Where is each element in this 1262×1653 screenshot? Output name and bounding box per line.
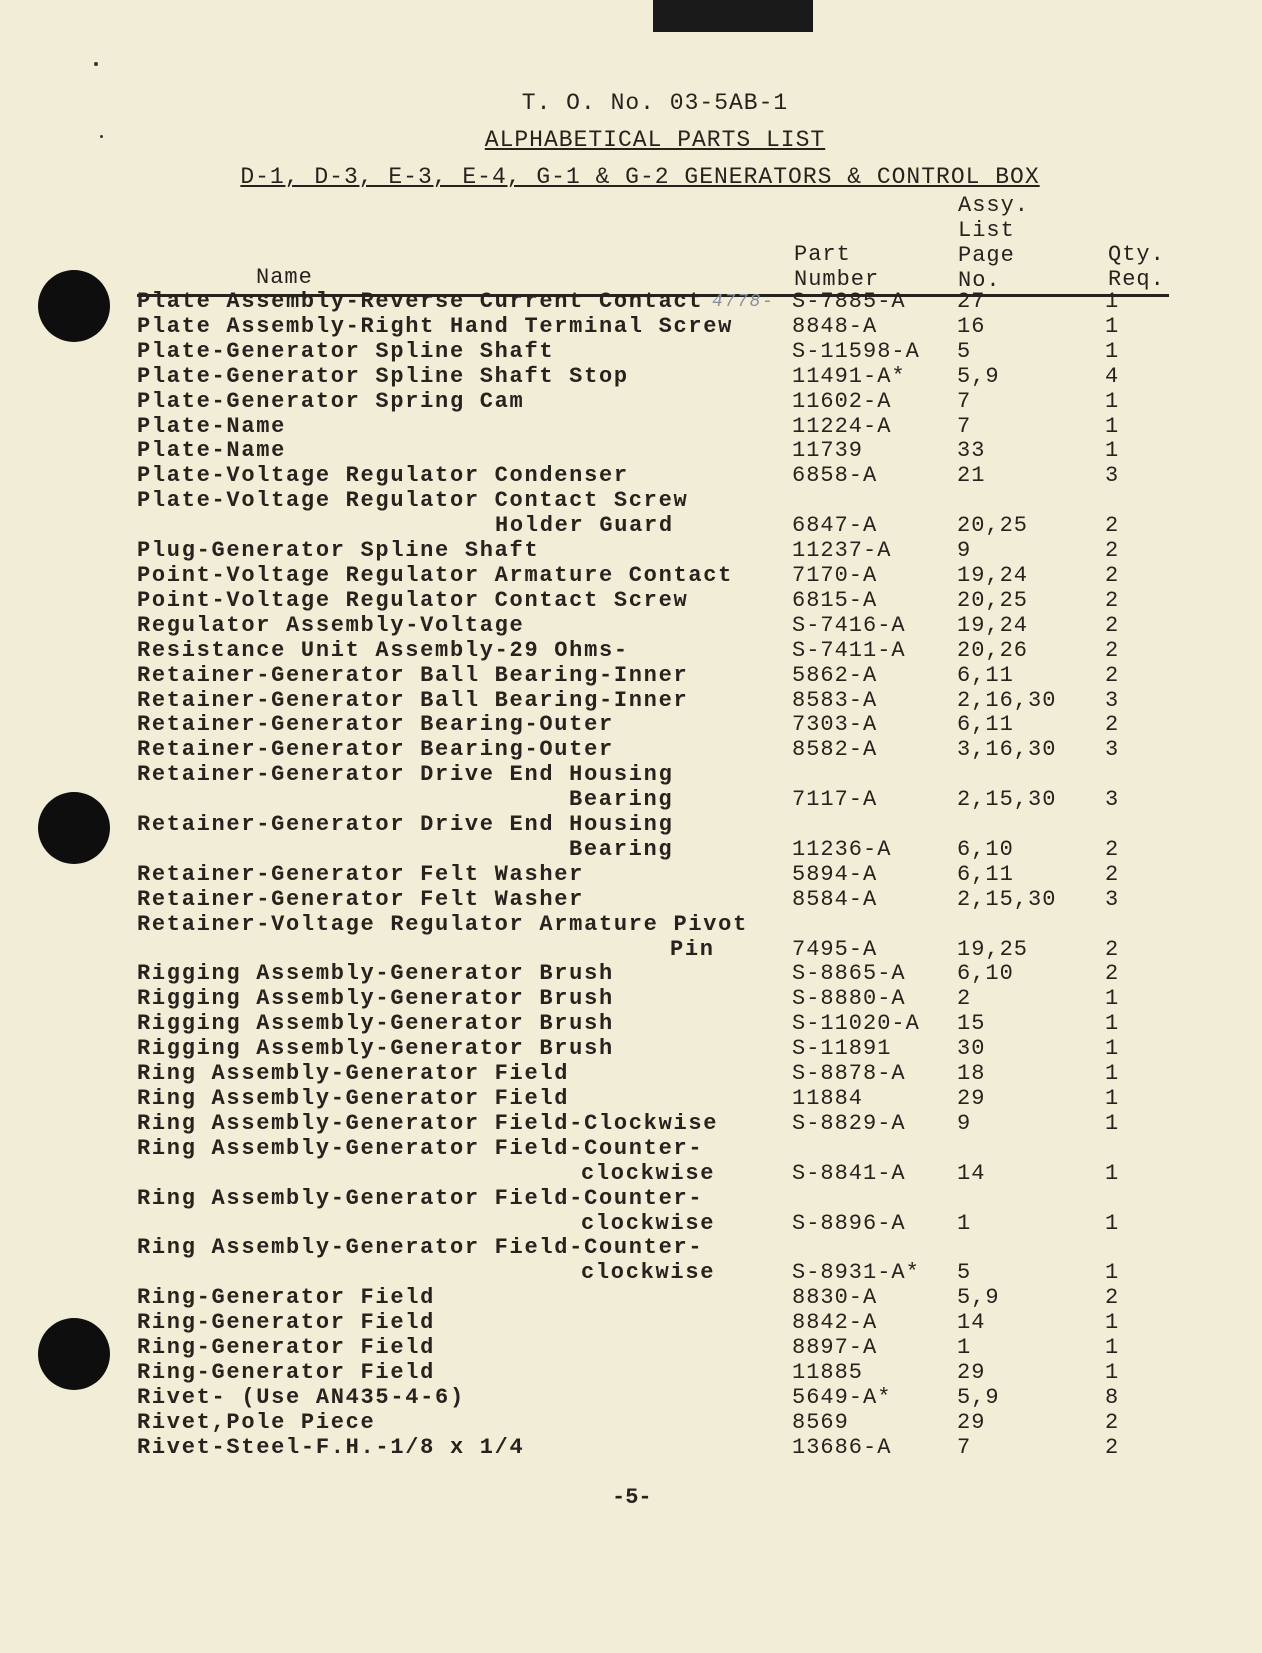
part-name: Ring Assembly-Generator Field-Counter- — [137, 1235, 704, 1261]
part-name: Plate Assembly-Right Hand Terminal Screw — [137, 313, 734, 339]
part-name: Ring Assembly-Generator Field — [137, 1086, 570, 1111]
part-name: Regulator Assembly-Voltage — [137, 612, 525, 638]
part-name: Point-Voltage Regulator Contact Screw — [137, 587, 689, 613]
part-name: Rigging Assembly-Generator Brush — [137, 1011, 614, 1037]
table-row — [137, 390, 1177, 415]
part-qty-cell: 1 — [1105, 1086, 1120, 1111]
part-qty-cell: 2 — [1105, 936, 1120, 962]
part-name: Retainer-Generator Drive End Housing — [137, 762, 674, 788]
part-name-cell — [137, 763, 792, 813]
table-row — [137, 365, 1177, 390]
table-row — [137, 564, 1177, 589]
part-name: Plate-Generator Spline Shaft Stop — [137, 363, 629, 389]
parts-table — [137, 290, 1177, 1461]
part-name-cell — [137, 1187, 792, 1237]
part-page-cell: 3,16,30 — [957, 737, 1057, 763]
part-name-continued: clockwise — [581, 1210, 716, 1236]
part-page-cell: 2,16,30 — [957, 687, 1057, 713]
part-part-cell: 6858-A — [792, 463, 878, 489]
col-header-page-line: Page — [958, 243, 1015, 268]
part-qty-cell: 1 — [1105, 313, 1120, 339]
part-name: Plate-Name — [137, 413, 287, 439]
part-name-cell — [137, 689, 792, 714]
table-row — [137, 1087, 1177, 1112]
table-row — [137, 987, 1177, 1012]
part-part-cell: 13686-A — [792, 1434, 892, 1460]
part-name-cell — [137, 1311, 792, 1336]
part-part-cell: 8569 — [792, 1409, 849, 1435]
part-qty-cell: 1 — [1105, 986, 1120, 1012]
part-part-cell: 8584-A — [792, 886, 878, 912]
part-name-cell — [137, 863, 792, 888]
table-row — [137, 439, 1177, 464]
part-name-cell — [137, 1286, 792, 1311]
table-row — [137, 415, 1177, 440]
part-qty-cell: 2 — [1105, 1434, 1120, 1460]
part-part-cell: S-7416-A — [792, 612, 906, 638]
part-part-cell: S-8841-A — [792, 1160, 906, 1186]
table-row — [137, 813, 1177, 863]
part-name: Rigging Assembly-Generator Brush — [137, 986, 614, 1012]
page-subtitle: D-1, D-3, E-3, E-4, G-1 & G-2 GENERATORS & CONTROL BOX — [240, 164, 1040, 190]
part-name-cell — [137, 1112, 792, 1137]
part-name: Retainer-Generator Ball Bearing-Inner — [137, 687, 689, 713]
part-name: Rigging Assembly-Generator Brush — [137, 1036, 614, 1062]
part-part-cell: 8582-A — [792, 737, 878, 763]
part-part-cell: S-8880-A — [792, 986, 906, 1012]
col-header-part-line: Part — [794, 242, 851, 267]
part-qty-cell: 2 — [1105, 637, 1120, 663]
part-name: Plate Assembly-Reverse Current Contact — [137, 289, 704, 314]
part-name-cell — [137, 913, 792, 963]
table-row — [137, 1112, 1177, 1137]
part-name-cell — [137, 738, 792, 763]
part-name: Ring Assembly-Generator Field — [137, 1061, 570, 1087]
part-page-cell: 29 — [957, 1409, 986, 1435]
part-part-cell: 11236-A — [792, 836, 892, 862]
part-part-cell: 11739 — [792, 438, 864, 464]
part-name: Retainer-Generator Bearing-Outer — [137, 737, 614, 763]
punch-hole — [38, 1318, 110, 1390]
table-row — [137, 863, 1177, 888]
table-row — [137, 589, 1177, 614]
part-part-cell: S-11020-A — [792, 1011, 920, 1037]
part-page-cell: 29 — [957, 1359, 986, 1385]
part-page-cell: 14 — [957, 1310, 986, 1336]
table-row — [137, 489, 1177, 539]
col-header-qty-line: Qty. — [1108, 242, 1165, 267]
part-name: Ring Assembly-Generator Field-Clockwise — [137, 1110, 719, 1136]
part-qty-cell: 2 — [1105, 836, 1120, 862]
part-part-cell: S-7411-A — [792, 637, 906, 663]
part-name: Retainer-Generator Felt Washer — [137, 861, 585, 887]
part-page-cell: 6,11 — [957, 662, 1014, 688]
part-name: Retainer-Generator Ball Bearing-Inner — [137, 662, 689, 688]
part-name: Retainer-Generator Bearing-Outer — [137, 712, 614, 738]
part-name-cell — [137, 1037, 792, 1062]
part-name-continued: Holder Guard — [495, 513, 674, 539]
part-qty-cell: 1 — [1105, 438, 1120, 464]
part-part-cell: S-8931-A* — [792, 1260, 920, 1286]
part-page-cell: 6,10 — [957, 961, 1014, 987]
part-page-cell: 2 — [957, 986, 972, 1012]
part-name-cell — [137, 390, 792, 415]
col-header-page-line: Assy. — [958, 193, 1030, 218]
part-name-cell — [137, 340, 792, 365]
part-qty-cell: 1 — [1105, 1335, 1120, 1361]
part-page-cell: 15 — [957, 1011, 986, 1037]
part-page-cell: 14 — [957, 1160, 986, 1186]
part-name: Retainer-Generator Felt Washer — [137, 886, 585, 912]
part-page-cell: 5,9 — [957, 1285, 1000, 1311]
part-part-cell: 11884 — [792, 1086, 864, 1111]
table-row — [137, 290, 1177, 315]
part-page-cell: 6,11 — [957, 861, 1014, 887]
table-row — [137, 1411, 1177, 1436]
part-page-cell: 1 — [957, 1210, 972, 1236]
part-part-cell: S-11891 — [792, 1036, 892, 1062]
part-part-cell: 8848-A — [792, 313, 878, 339]
part-name-cell — [137, 664, 792, 689]
part-qty-cell: 2 — [1105, 712, 1120, 738]
part-page-cell: 9 — [957, 1110, 972, 1136]
part-name-continued: clockwise — [581, 1160, 716, 1186]
part-name-cell — [137, 290, 792, 315]
page-number: -5- — [612, 1485, 652, 1510]
part-part-cell: S-11598-A — [792, 338, 920, 364]
part-name: Ring-Generator Field — [137, 1335, 436, 1361]
table-row — [137, 763, 1177, 813]
part-part-cell: S-8878-A — [792, 1061, 906, 1087]
punch-hole — [38, 270, 110, 342]
part-name: Retainer-Voltage Regulator Armature Pivot — [137, 911, 748, 937]
part-qty-cell: 1 — [1105, 1011, 1120, 1037]
part-name: Ring-Generator Field — [137, 1359, 436, 1385]
part-name-cell — [137, 415, 792, 440]
table-row — [137, 1386, 1177, 1411]
part-part-cell: 11224-A — [792, 413, 892, 439]
part-name-cell — [137, 962, 792, 987]
col-header-qty — [1108, 242, 1165, 292]
part-page-cell: 7 — [957, 1434, 972, 1460]
table-row — [137, 315, 1177, 340]
part-name: Rigging Assembly-Generator Brush — [137, 961, 614, 987]
part-page-cell: 6,11 — [957, 712, 1014, 738]
part-name-cell — [137, 639, 792, 664]
part-page-cell: 2,15,30 — [957, 886, 1057, 912]
part-page-cell: 5 — [957, 1260, 972, 1286]
part-name-cell — [137, 315, 792, 340]
part-qty-cell: 1 — [1105, 1260, 1120, 1286]
part-name-continued: Pin — [670, 936, 715, 962]
binder-tab — [653, 0, 813, 32]
part-page-cell: 21 — [957, 463, 986, 489]
part-part-cell: 7303-A — [792, 712, 878, 738]
table-row — [137, 639, 1177, 664]
part-page-cell: 20,26 — [957, 637, 1029, 663]
part-name-cell — [137, 365, 792, 390]
part-name: Resistance Unit Assembly-29 Ohms- — [137, 637, 629, 663]
part-name-cell — [137, 1137, 792, 1187]
part-part-cell: 11491-A* — [792, 363, 906, 389]
part-page-cell: 19,24 — [957, 562, 1029, 588]
part-part-cell: S-8896-A — [792, 1210, 906, 1236]
part-part-cell: 6847-A — [792, 513, 878, 539]
part-part-cell: 7495-A — [792, 936, 878, 962]
part-qty-cell: 1 — [1105, 1061, 1120, 1087]
part-name-cell — [137, 1386, 792, 1411]
part-name-cell — [137, 1062, 792, 1087]
part-page-cell: 27 — [957, 289, 986, 314]
table-row — [137, 1361, 1177, 1386]
part-qty-cell: 8 — [1105, 1384, 1120, 1410]
part-qty-cell: 2 — [1105, 562, 1120, 588]
part-name: Rivet,Pole Piece — [137, 1409, 376, 1435]
table-row — [137, 464, 1177, 489]
part-qty-cell: 1 — [1105, 1310, 1120, 1336]
part-part-cell: 8830-A — [792, 1285, 878, 1311]
col-header-part — [794, 242, 879, 292]
part-page-cell: 7 — [957, 413, 972, 439]
part-part-cell: S-8829-A — [792, 1110, 906, 1136]
part-part-cell: 11602-A — [792, 388, 892, 414]
part-qty-cell: 3 — [1105, 463, 1120, 489]
part-page-cell: 16 — [957, 313, 986, 339]
part-page-cell: 20,25 — [957, 513, 1029, 539]
part-qty-cell: 1 — [1105, 1160, 1120, 1186]
table-row — [137, 1436, 1177, 1461]
part-page-cell: 9 — [957, 538, 972, 564]
part-page-cell: 29 — [957, 1086, 986, 1111]
part-part-cell: 11237-A — [792, 538, 892, 564]
table-row — [137, 1012, 1177, 1037]
part-qty-cell: 2 — [1105, 612, 1120, 638]
part-page-cell: 19,25 — [957, 936, 1029, 962]
part-qty-cell: 2 — [1105, 861, 1120, 887]
part-page-cell: 30 — [957, 1036, 986, 1062]
col-header-name: Name — [256, 265, 313, 290]
part-page-cell: 5,9 — [957, 1384, 1000, 1410]
part-part-cell: 5862-A — [792, 662, 878, 688]
part-qty-cell: 1 — [1105, 338, 1120, 364]
part-page-cell: 33 — [957, 438, 986, 464]
table-row — [137, 913, 1177, 963]
part-qty-cell: 3 — [1105, 886, 1120, 912]
table-row — [137, 664, 1177, 689]
part-page-cell: 1 — [957, 1335, 972, 1361]
part-name-cell — [137, 1087, 792, 1112]
part-name-cell — [137, 464, 792, 489]
part-name: Ring Assembly-Generator Field-Counter- — [137, 1135, 704, 1161]
part-part-cell: 5894-A — [792, 861, 878, 887]
part-qty-cell: 1 — [1105, 413, 1120, 439]
col-header-part-line: Number — [794, 267, 880, 292]
part-name: Plate-Voltage Regulator Contact Screw — [137, 488, 689, 514]
table-row — [137, 1286, 1177, 1311]
table-row — [137, 689, 1177, 714]
part-page-cell: 7 — [957, 388, 972, 414]
part-name-cell — [137, 489, 792, 539]
part-name-cell — [137, 1411, 792, 1436]
part-qty-cell: 1 — [1105, 289, 1120, 314]
part-name: Plate-Voltage Regulator Condenser — [137, 463, 629, 489]
part-name-continued: Bearing — [569, 836, 674, 862]
part-name-cell — [137, 713, 792, 738]
part-qty-cell: 2 — [1105, 513, 1120, 539]
part-qty-cell: 3 — [1105, 687, 1120, 713]
part-qty-cell: 2 — [1105, 538, 1120, 564]
part-part-cell: 7170-A — [792, 562, 878, 588]
page-title: ALPHABETICAL PARTS LIST — [484, 127, 826, 153]
part-qty-cell: 1 — [1105, 1110, 1120, 1136]
part-page-cell: 18 — [957, 1061, 986, 1087]
part-name-cell — [137, 1012, 792, 1037]
table-row — [137, 1037, 1177, 1062]
table-row — [137, 1137, 1177, 1187]
part-name-cell — [137, 439, 792, 464]
table-row — [137, 539, 1177, 564]
part-page-cell: 5 — [957, 338, 972, 364]
table-row — [137, 1236, 1177, 1286]
col-header-page — [958, 193, 1029, 293]
part-name: Plate-Generator Spring Cam — [137, 388, 525, 414]
col-header-page-line: No. — [958, 268, 1001, 293]
part-qty-cell: 1 — [1105, 1036, 1120, 1062]
part-part-cell: S-8865-A — [792, 961, 906, 987]
part-name: Rivet- (Use AN435-4-6) — [137, 1384, 465, 1410]
part-name: Rivet-Steel-F.H.-1/8 x 1/4 — [137, 1434, 525, 1460]
speck — [94, 62, 98, 66]
part-qty-cell: 1 — [1105, 388, 1120, 414]
part-name-cell — [137, 1236, 792, 1286]
part-qty-cell: 2 — [1105, 1285, 1120, 1311]
part-name: Plug-Generator Spline Shaft — [137, 538, 540, 564]
part-name: Retainer-Generator Drive End Housing — [137, 812, 674, 838]
part-name: Plate-Generator Spline Shaft — [137, 338, 555, 364]
part-name-cell — [137, 614, 792, 639]
doc-number: T. O. No. 03-5AB-1 — [521, 90, 789, 116]
part-qty-cell: 1 — [1105, 1359, 1120, 1385]
part-qty-cell: 4 — [1105, 363, 1120, 389]
part-name-cell — [137, 813, 792, 863]
part-name-cell — [137, 1436, 792, 1461]
part-page-cell: 19,24 — [957, 612, 1029, 638]
part-part-cell: 11885 — [792, 1359, 864, 1385]
part-part-cell: S-7885-A — [792, 289, 906, 314]
table-row — [137, 1336, 1177, 1361]
part-qty-cell: 2 — [1105, 1409, 1120, 1435]
part-name: Ring Assembly-Generator Field-Counter- — [137, 1185, 704, 1211]
part-part-cell: 8897-A — [792, 1335, 878, 1361]
part-qty-cell: 3 — [1105, 787, 1120, 813]
handwritten-note: 4778- — [712, 292, 775, 312]
table-row — [137, 1311, 1177, 1336]
part-qty-cell: 2 — [1105, 587, 1120, 613]
part-page-cell: 5,9 — [957, 363, 1000, 389]
part-page-cell: 20,25 — [957, 587, 1029, 613]
part-qty-cell: 1 — [1105, 1210, 1120, 1236]
table-row — [137, 962, 1177, 987]
table-row — [137, 614, 1177, 639]
part-name-cell — [137, 1361, 792, 1386]
col-header-page-line: List — [958, 218, 1015, 243]
table-row — [137, 1062, 1177, 1087]
part-name-cell — [137, 1336, 792, 1361]
col-header-qty-line: Req. — [1108, 267, 1165, 292]
part-part-cell: 7117-A — [792, 787, 878, 813]
part-part-cell: 8583-A — [792, 687, 878, 713]
part-name-continued: Bearing — [569, 787, 674, 813]
table-row — [137, 340, 1177, 365]
part-name: Ring-Generator Field — [137, 1310, 436, 1336]
part-name-cell — [137, 589, 792, 614]
part-qty-cell: 3 — [1105, 737, 1120, 763]
part-name-cell — [137, 539, 792, 564]
table-row — [137, 1187, 1177, 1237]
part-name-cell — [137, 987, 792, 1012]
part-name-continued: clockwise — [581, 1260, 716, 1286]
punch-hole — [38, 792, 110, 864]
table-row — [137, 738, 1177, 763]
table-row — [137, 713, 1177, 738]
part-name-cell — [137, 564, 792, 589]
part-name: Point-Voltage Regulator Armature Contact — [137, 562, 734, 588]
part-page-cell: 2,15,30 — [957, 787, 1057, 813]
part-qty-cell: 2 — [1105, 961, 1120, 987]
part-name: Ring-Generator Field — [137, 1285, 436, 1311]
part-part-cell: 6815-A — [792, 587, 878, 613]
part-qty-cell: 2 — [1105, 662, 1120, 688]
part-page-cell: 6,10 — [957, 836, 1014, 862]
part-part-cell: 5649-A* — [792, 1384, 892, 1410]
part-name-cell — [137, 888, 792, 913]
part-part-cell: 8842-A — [792, 1310, 878, 1336]
table-row — [137, 888, 1177, 913]
part-name: Plate-Name — [137, 438, 287, 464]
